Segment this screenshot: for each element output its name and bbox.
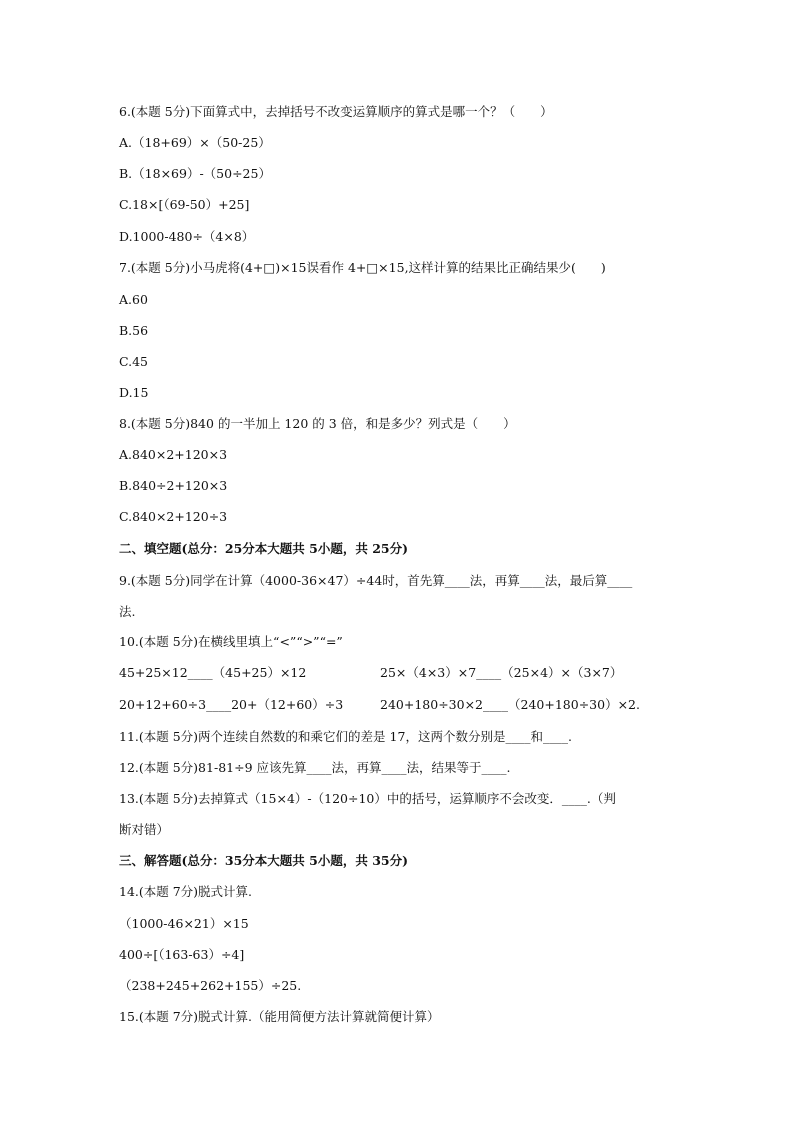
question-7-option-c: C.45	[119, 354, 148, 369]
question-7-option-b: B.56	[119, 323, 149, 338]
question-10-stem: 10.(本题 5分)在横线里填上“<”“>”“=”	[119, 634, 343, 649]
question-14-item-3: （238+245+262+155）÷25.	[119, 978, 302, 993]
question-7-stem: 7.(本题 5分)小马虎将(4+□)×15误看作 4+□×15,这样计算的结果比正确结果少( )	[119, 260, 606, 275]
question-6-option-c: C.18×[（69-50）+25]	[119, 197, 250, 212]
question-13-stem: 13.(本题 5分)去掉算式（15×4）-（120÷10）中的括号，运算顺序不会改变．____.（判	[119, 791, 616, 806]
question-7-option-d: D.15	[119, 385, 149, 400]
section-2-heading: 二、填空题(总分：25分本大题共 5小题，共 25分)	[119, 541, 409, 556]
question-14-stem: 14.(本题 7分)脱式计算.	[119, 884, 253, 899]
question-10-item-2: 25×（4×3）×7____（25×4）×（3×7）	[380, 665, 623, 680]
question-7-option-a: A.60	[119, 292, 148, 307]
question-6-option-a: A.（18+69）×（50-25）	[119, 135, 271, 150]
question-9-stem-cont: 法.	[119, 604, 136, 619]
section-3-heading: 三、解答题(总分：35分本大题共 5小题，共 35分)	[119, 853, 409, 868]
question-13-stem-cont: 断对错）	[119, 822, 170, 837]
question-9-stem: 9.(本题 5分)同学在计算（4000-36×47）÷44时，首先算____法，再算____法，最后算____	[119, 573, 633, 588]
question-14-item-2: 400÷[（163-63）÷4]	[119, 947, 245, 962]
question-8-option-c: C.840×2+120÷3	[119, 509, 228, 524]
question-6-stem: 6.(本题 5分)下面算式中，去掉括号不改变运算顺序的算式是哪一个？（ ）	[119, 104, 553, 119]
question-6-option-d: D.1000-480÷（4×8）	[119, 229, 255, 244]
question-15-stem: 15.(本题 7分)脱式计算.（能用简便方法计算就简便计算）	[119, 1009, 440, 1024]
question-12-stem: 12.(本题 5分)81-81÷9 应该先算____法，再算____法，结果等于____.	[119, 760, 511, 775]
question-8-stem: 8.(本题 5分)840 的一半加上 120 的 3 倍，和是多少？列式是（ ）	[119, 416, 516, 431]
question-10-item-1: 45+25×12____（45+25）×12	[119, 665, 307, 680]
question-6-option-b: B.（18×69）-（50÷25）	[119, 166, 271, 181]
question-8-option-b: B.840÷2+120×3	[119, 478, 228, 493]
question-8-option-a: A.840×2+120×3	[119, 447, 228, 462]
question-10-item-4: 240+180÷30×2____（240+180÷30）×2.	[380, 697, 640, 712]
question-14-item-1: （1000-46×21）×15	[119, 916, 249, 931]
question-11-stem: 11.(本题 5分)两个连续自然数的和乘它们的差是 17，这两个数分别是____和____.	[119, 729, 572, 744]
question-10-item-3: 20+12+60÷3____20+（12+60）÷3	[119, 697, 344, 712]
